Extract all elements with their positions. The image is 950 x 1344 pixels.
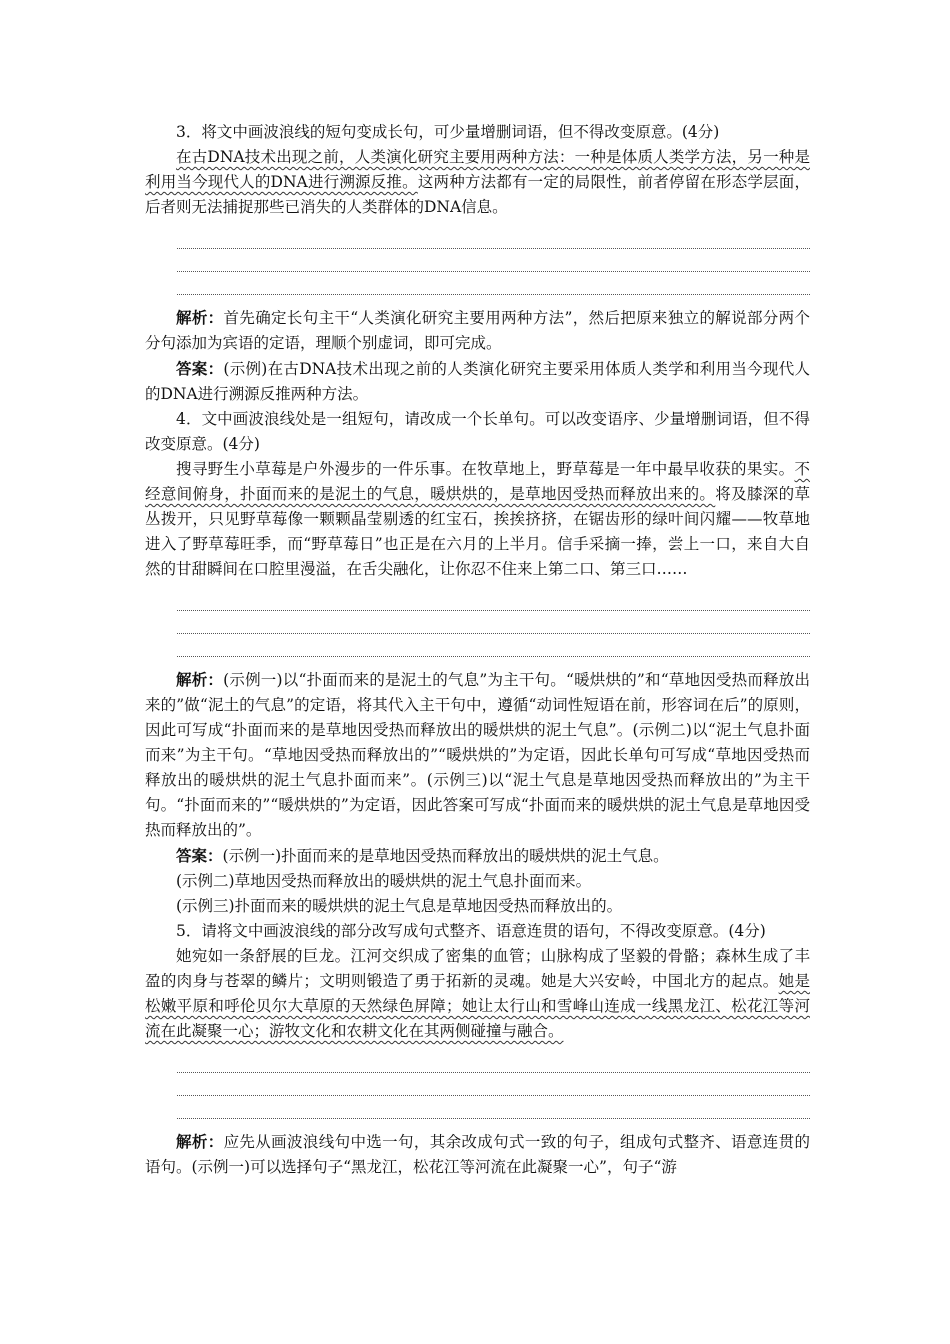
q4-answer-text-1: (示例一)扑面而来的是草地因受热而释放出的暖烘烘的泥土气息。 bbox=[222, 847, 669, 865]
q5-analysis bbox=[145, 1129, 810, 1180]
q4-answer-line-3[interactable] bbox=[177, 634, 810, 657]
q5-passage bbox=[145, 944, 810, 1044]
q3-answer-line-1[interactable] bbox=[177, 226, 810, 249]
q4-answer-1 bbox=[145, 843, 810, 869]
q5-prompt: 5．请将文中画波浪线的部分改写成句式整齐、语意连贯的语句，不得改变原意。(4分) bbox=[176, 922, 766, 940]
q3-answer-line-2[interactable] bbox=[177, 249, 810, 272]
q4-analysis-text: (示例一)以“扑面而来的是泥土的气息”为主干句。“暖烘烘的”和“草地因受热而释放出来的”做“泥土的气息”的定语，将其代入主干句中，遵循“动词性短语在前，形容词在后”的原则，因此可写成“扑面而来的是草地因受热而释放出的暖烘烘的泥土气息”。(示例二)以“泥土气息扑面而来”为主干句。“草地因受热而释放出的”“暖烘烘的”为定语，因此长单句可写成“草地因受热而释放出的暖烘烘的泥土气息扑面而来”。(示例三)以“泥土气息是草地因受热而释放出的”为主干句。“扑面而来的”“暖烘烘的”为定语，因此答案可写成“扑面而来的暖烘烘的泥土气息是草地因受热而释放出的”。 bbox=[145, 671, 810, 839]
q5-answer-line-2[interactable] bbox=[177, 1073, 810, 1096]
q3-answer-text: (示例)在古DNA技术出现之前的人类演化研究主要采用体质人类学和利用当今现代人的DNA进行溯源反推两种方法。 bbox=[145, 360, 810, 403]
q4-wavy-text: 不经意间俯身，扑面而来的是泥土的气息，暖烘烘的，是草地因受热而释放出来的。 bbox=[145, 460, 810, 503]
q4-answer-line-1[interactable] bbox=[177, 588, 810, 611]
q5-answer-line-1[interactable] bbox=[177, 1050, 810, 1073]
q4-passage-b: 将及膝深的草丛拨开，只见野草莓像一颗颗晶莹剔透的红宝石，挨挨挤挤，在锯齿形的绿叶间闪耀——牧草地进入了野草莓旺季，而“野草莓日”也正是在六月的上半月。信手采摘一捧，尝上一口，来自大自然的甘甜瞬间在口腔里漫溢，在舌尖融化，让你忍不住来上第二口、第三口…… bbox=[145, 485, 810, 578]
q4-answer-2: (示例二)草地因受热而释放出的暖烘烘的泥土气息扑面而来。 bbox=[176, 872, 592, 890]
q3-passage bbox=[145, 145, 810, 220]
q3-wavy-text: 在古DNA技术出现之前，人类演化研究主要用两种方法：一种是体质人类学方法，另一种是利用当今现代人的DNA进行溯源反推。 bbox=[145, 148, 810, 191]
q3-analysis-label: 解析： bbox=[176, 308, 224, 327]
q4-analysis-label: 解析： bbox=[176, 670, 224, 689]
q3-passage-rest: 这两种方法都有一定的局限性，前者停留在形态学层面，后者则无法捕捉那些已消失的人类群体的DNA信息。 bbox=[145, 173, 810, 216]
q3-analysis-text: 首先确定长句主干“人类演化研究主要用两种方法”，然后把原来独立的解说部分两个分句添加为宾语的定语，理顺个别虚词，即可完成。 bbox=[145, 309, 810, 352]
q4-analysis bbox=[145, 667, 810, 843]
q4-passage bbox=[145, 457, 810, 582]
q4-passage-a: 搜寻野生小草莓是户外漫步的一件乐事。在牧草地上，野草莓是一年中最早收获的果实。 bbox=[176, 460, 795, 478]
q3-prompt: 3．将文中画波浪线的短句变成长句，可少量增删词语，但不得改变原意。(4分) bbox=[176, 123, 720, 141]
q5-wavy-text: 她是松嫩平原和呼伦贝尔大草原的天然绿色屏障；她让太行山和雪峰山连成一线黑龙江、松花江等河流在此凝聚一心；游牧文化和农耕文化在其两侧碰撞与融合。 bbox=[145, 972, 810, 1040]
q4-answer-label: 答案： bbox=[176, 846, 223, 865]
q4-answer-3: (示例三)扑面而来的暖烘烘的泥土气息是草地因受热而释放出的。 bbox=[176, 897, 623, 915]
q3-answer bbox=[145, 356, 810, 407]
q5-analysis-text: 应先从画波浪线句中选一句，其余改成句式一致的句子，组成句式整齐、语意连贯的语句。(示例一)可以选择句子“黑龙江，松花江等河流在此凝聚一心”，句子“游 bbox=[145, 1133, 810, 1176]
q5-passage-a: 她宛如一条舒展的巨龙。江河交织成了密集的血管；山脉构成了坚毅的骨骼；森林生成了丰盈的肉身与苍翠的鳞片；文明则锻造了勇于拓新的灵魂。她是大兴安岭，中国北方的起点。 bbox=[145, 947, 810, 990]
q5-analysis-label: 解析： bbox=[176, 1132, 224, 1151]
q3-analysis bbox=[145, 305, 810, 356]
q4-prompt: 4．文中画波浪线处是一组短句，请改成一个长单句。可以改变语序、少量增删词语，但不得改变原意。(4分) bbox=[145, 410, 810, 453]
q3-answer-label: 答案： bbox=[176, 359, 224, 378]
q4-answer-line-2[interactable] bbox=[177, 611, 810, 634]
q5-answer-line-3[interactable] bbox=[177, 1096, 810, 1119]
document-page bbox=[145, 120, 810, 1180]
q3-answer-line-3[interactable] bbox=[177, 272, 810, 295]
